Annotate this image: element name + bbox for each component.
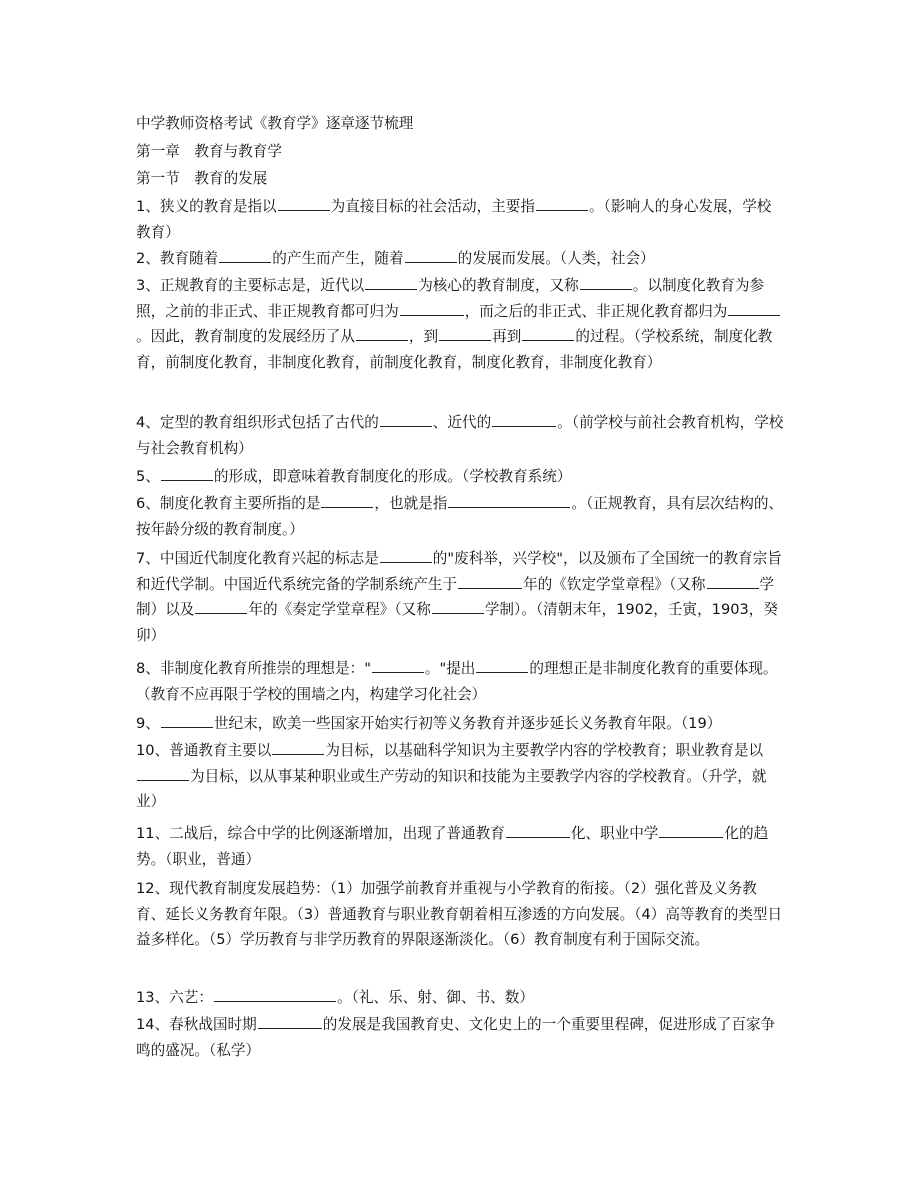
chapter-heading: 第一章 教育与教育学 xyxy=(136,143,282,160)
question-item: 14、春秋战国时期 的发展是我国教育史、文化史上的一个重要里程碑，促进形成了百家争鸣的盛况。（私学） xyxy=(136,1016,776,1059)
blank xyxy=(219,248,271,263)
blank xyxy=(137,766,189,781)
blank xyxy=(400,301,464,316)
blank xyxy=(432,599,484,614)
question-item: 4、定型的教育组织形式包括了古代的 、近代的 。（前学校与前社会教育机构，学校与社会教育机构） xyxy=(136,414,784,457)
blank xyxy=(380,548,432,563)
blank xyxy=(372,658,424,673)
blank xyxy=(195,599,247,614)
question-item: 2、教育随着 的产生而产生，随着 的发展而发展。（人类，社会） xyxy=(136,250,655,267)
blank xyxy=(580,275,632,290)
doc-title: 中学教师资格考试《教育学》逐章逐节梳理 xyxy=(136,115,414,132)
question-item: 1、狭义的教育是指以 为直接目标的社会活动，主要指 。（影响人的身心发展，学校教育） xyxy=(136,198,772,241)
question-item: 13、六艺： 。（礼、乐、射、御、书、数） xyxy=(136,989,534,1006)
blank xyxy=(536,196,588,211)
question-item: 8、非制度化教育所推崇的理想是：" 。"提出 的理想正是非制度化教育的重要体现。（教育不应再限于学校的围墙之内，构建学习化社会） xyxy=(136,660,778,703)
blank xyxy=(707,574,759,589)
question-item: 5、 的形成，即意味着教育制度化的形成。（学校教育系统） xyxy=(136,468,572,485)
blank xyxy=(728,301,780,316)
blank xyxy=(492,412,556,427)
blank xyxy=(161,713,213,728)
question-item: 6、制度化教育主要所指的是 ，也就是指 。（正规教育，具有层次结构的、按年龄分级的教育制度。） xyxy=(136,495,784,538)
blank xyxy=(380,412,432,427)
question-item: 9、 世纪末，欧美一些国家开始实行初等义务教育并逐步延长义务教育年限。（19） xyxy=(136,715,722,732)
question-item: 12、现代教育制度发展趋势：（1）加强学前教育并重视与小学教育的衔接。（2）强化普及义务教育、延长义务教育年限。（3）普通教育与职业教育朝着相互渗透的方向发展。（4）高等教育的类型日益多样化。（5）学历教育与非学历教育的界限逐渐淡化。（6）教育制度有利于国际交流。 xyxy=(136,880,783,949)
blank xyxy=(365,275,417,290)
blank xyxy=(439,326,491,341)
blank xyxy=(448,493,570,508)
question-item: 7、中国近代制度化教育兴起的标志是 的"废科举，兴学校"，以及颁布了全国统一的教育宗旨和近代学制。中国近代系统完备的学制系统产生于 年的《钦定学堂章程》（又称 学制）以及 年的《奏定学堂章程》（又称 学制）。（清朝末年，1902，壬寅，1903，癸卯） xyxy=(136,550,782,644)
blank xyxy=(356,326,408,341)
question-item: 3、正规教育的主要标志是，近代以 为核心的教育制度，又称 。以制度化教育为参照，之前的非正式、非正规教育都可归为 ，而之后的非正式、非正规化教育都归为。因此，教育制度的发展经历了从 ，到 再到 的过程。（学校系统，制度化教育，前制度化教育，非制度化教育，前制度化教育，制度化教育，非制度化教育） xyxy=(136,273,784,375)
blank xyxy=(506,823,570,838)
blank xyxy=(458,574,522,589)
question-item: 11、二战后，综合中学的比例逐渐增加，出现了普通教育 化、职业中学 化的趋势。（职业，普通） xyxy=(136,825,769,868)
blank xyxy=(476,658,528,673)
blank xyxy=(405,248,457,263)
blank xyxy=(272,740,324,755)
blank xyxy=(214,987,336,1002)
section-heading: 第一节 教育的发展 xyxy=(136,170,268,187)
blank xyxy=(659,823,723,838)
blank xyxy=(278,196,330,211)
question-item: 10、普通教育主要以 为目标，以基础科学知识为主要教学内容的学校教育；职业教育是以为目标，以从事某种职业或生产劳动的知识和技能为主要教学内容的学校教育。（升学，就业） xyxy=(136,742,767,811)
blank xyxy=(258,1014,322,1029)
blank xyxy=(161,466,213,481)
blank xyxy=(321,493,373,508)
blank xyxy=(522,326,574,341)
